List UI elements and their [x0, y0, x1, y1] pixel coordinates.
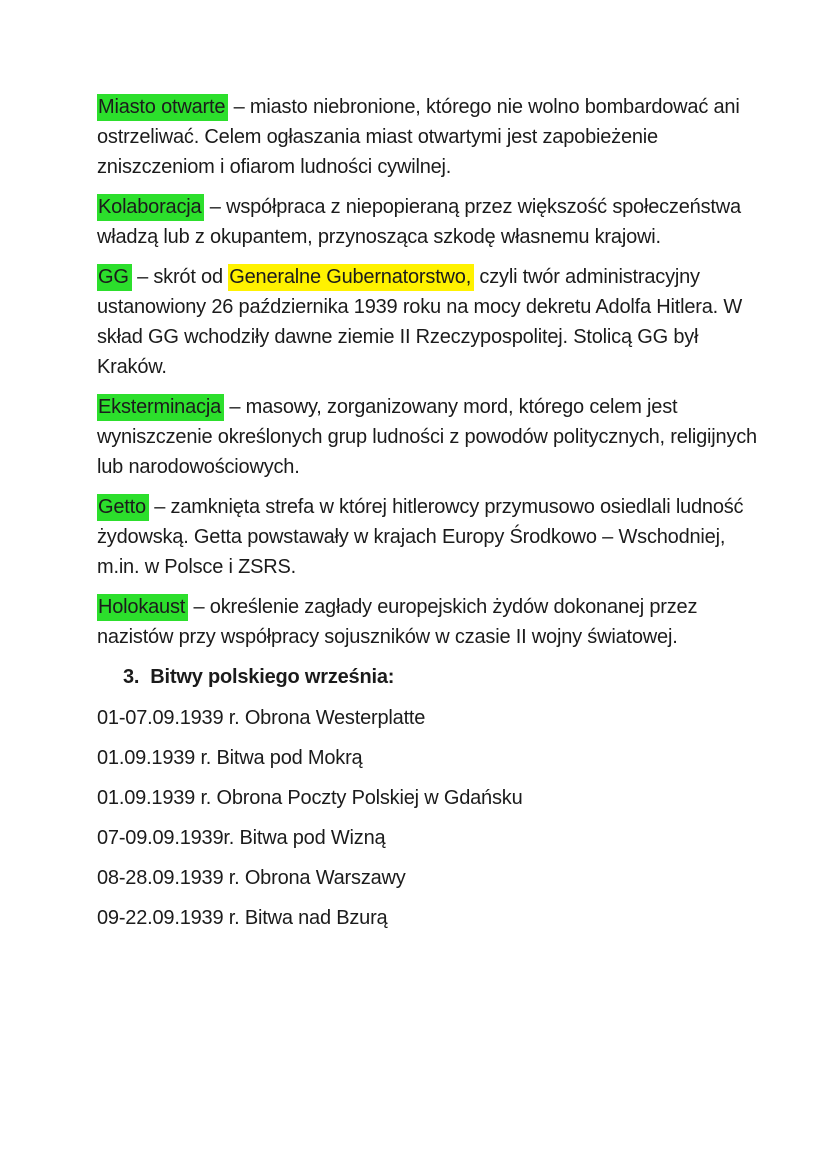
highlighted-term: Miasto otwarte [97, 94, 228, 121]
highlighted-term: GG [97, 264, 132, 291]
definition-text: czyli twór administracyjny ustanowiony 26 października 1939 roku na mocy dekretu Adolfa Hitlera. W skład GG wchodziły dawne ziemie II Rzeczypospolitej. Stolicą GG był Kraków. [97, 266, 743, 378]
definition-text: – określenie zagłady europejskich żydów dokonanej przez nazistów przy współpracy sojuszników w czasie II wojny światowej. [97, 596, 698, 648]
battle-list-item: 09-22.09.1939 r. Bitwa nad Bzurą [97, 907, 388, 929]
battle-list-item: 07-09.09.1939r. Bitwa pod Wizną [97, 827, 386, 849]
battle-list-item: 01.09.1939 r. Bitwa pod Mokrą [97, 747, 363, 769]
section-heading [97, 662, 757, 692]
battle-list-item: 08-28.09.1939 r. Obrona Warszawy [97, 867, 406, 889]
definition-paragraph-miasto-otwarte [97, 92, 757, 182]
definition-paragraph-gg [97, 262, 757, 382]
definition-text: – masowy, zorganizowany mord, którego celem jest wyniszczenie określonych grup ludności z powodów politycznych, religijnych lub narodowościowych. [97, 396, 757, 478]
definition-text: – skrót od [131, 266, 229, 288]
highlighted-term: Eksterminacja [97, 394, 224, 421]
battle-list-item: 01.09.1939 r. Obrona Poczty Polskiej w Gdańsku [97, 787, 523, 809]
definition-paragraph-getto [97, 492, 757, 582]
highlighted-term: Holokaust [97, 594, 188, 621]
document-content [97, 92, 757, 933]
definition-text: – współpraca z niepopieraną przez większość społeczeństwa władzą lub z okupantem, przynosząca szkodę własnemu krajowi. [97, 196, 741, 248]
highlighted-term: Getto [97, 494, 149, 521]
definition-paragraph-holokaust [97, 592, 757, 652]
definition-text: – zamknięta strefa w której hitlerowcy przymusowo osiedlali ludność żydowską. Getta powstawały w krajach Europy Środkowo – Wschodniej, m.in. w Polsce i ZSRS. [97, 496, 744, 578]
heading-number: 3. [123, 666, 140, 688]
definition-text: – miasto niebronione, którego nie wolno bombardować ani ostrzeliwać. Celem ogłaszania miast otwartymi jest zapobieżenie zniszczeniom i ofiarom ludności cywilnej. [97, 96, 740, 178]
highlighted-phrase: Generalne Gubernatorstwo, [228, 264, 474, 291]
highlighted-term: Kolaboracja [97, 194, 204, 221]
heading-label: Bitwy polskiego września: [150, 666, 395, 688]
definition-paragraph-eksterminacja [97, 392, 757, 482]
definition-paragraph-kolaboracja [97, 192, 757, 252]
battle-list-item: 01-07.09.1939 r. Obrona Westerplatte [97, 707, 426, 729]
